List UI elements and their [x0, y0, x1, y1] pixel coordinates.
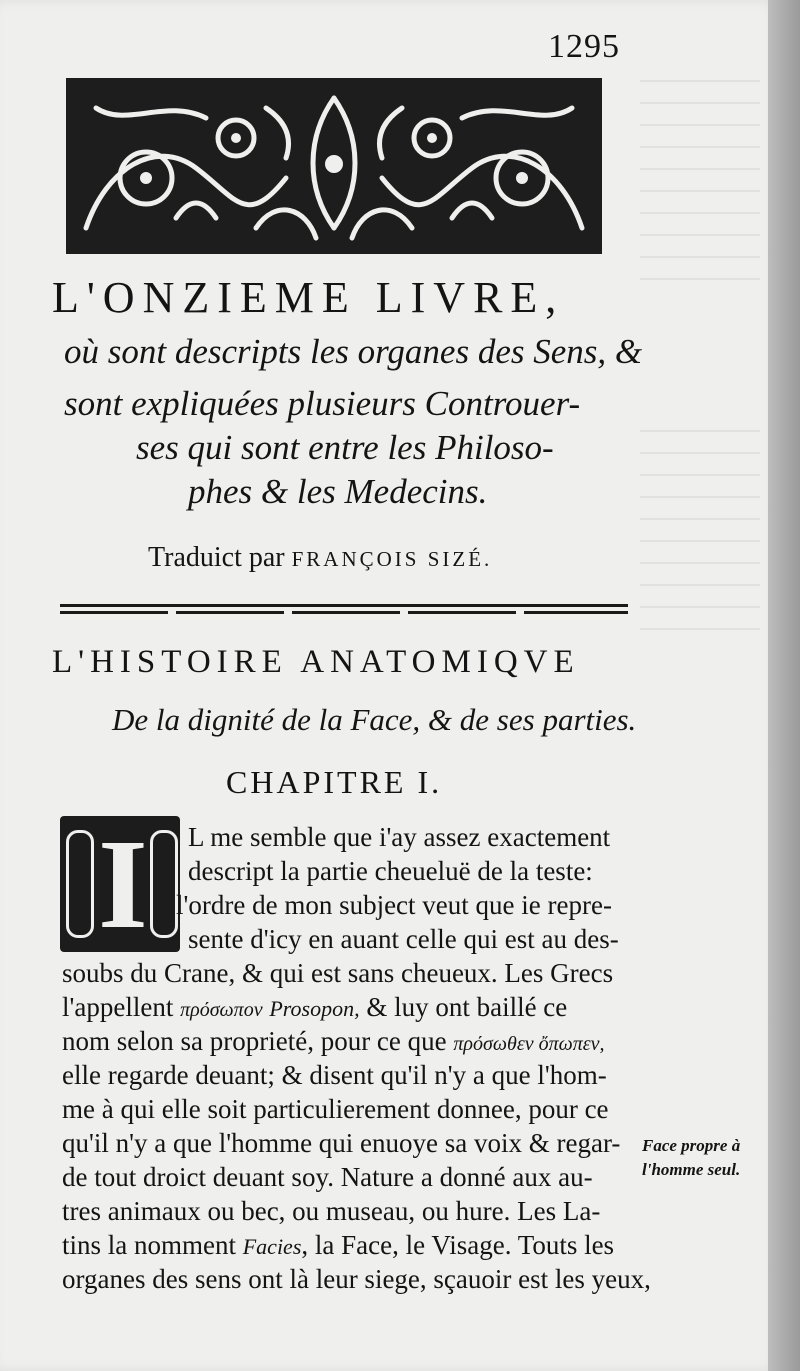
- body-line: l'ordre de mon subject veut que ie repre-: [176, 890, 612, 920]
- body-line: soubs du Crane, & qui est sans cheueux. Les Grecs: [62, 958, 614, 988]
- body-line: qu'il n'y a que l'homme qui enuoye sa voix & regar-: [62, 1128, 621, 1158]
- section-divider: [60, 604, 628, 621]
- subtitle-line-1: où sont descripts les organes des Sens, &: [64, 332, 643, 371]
- body-line: de tout droict deuant soy. Nature a donné aux au-: [62, 1162, 593, 1192]
- body-line: organes des sens ont là leur siege, sçauoir est les yeux,: [62, 1264, 651, 1294]
- body-line-with-greek: l'appellent πρόσωπον Prosopon, & luy ont baillé ce: [62, 992, 568, 1022]
- bleed-through-text: [640, 430, 760, 630]
- subtitle-line-4: phes & les Medecins.: [188, 472, 488, 511]
- ornamental-headpiece: [66, 78, 602, 254]
- drop-cap-letter: I: [98, 813, 148, 955]
- margin-note-line-1: Face propre à: [642, 1136, 741, 1155]
- body-line: tres animaux ou bec, ou museau, ou hure. Les La-: [62, 1196, 601, 1226]
- translator-name: FRANÇOIS SIZÉ.: [291, 547, 493, 571]
- body-line-with-latin: tins la nomment Facies, la Face, le Visage. Touts les: [62, 1230, 615, 1260]
- chapter-description: De la dignité de la Face, & de ses parties.: [112, 702, 637, 737]
- book-title: L'ONZIEME LIVRE,: [52, 273, 565, 322]
- greek-phrase: πρόσωθεν ὄπωπεν,: [453, 1033, 605, 1055]
- body-line: L me semble que i'ay assez exactement: [188, 822, 611, 852]
- chapter-heading: CHAPITRE I.: [226, 764, 443, 800]
- latin-term-facies: Facies: [242, 1234, 302, 1259]
- translator-credit: [148, 542, 492, 574]
- decorated-drop-cap: [60, 813, 180, 955]
- bleed-through-text: [640, 80, 760, 280]
- section-title: L'HISTOIRE ANATOMIQVE: [52, 644, 580, 680]
- body-line: sente d'icy en auant celle qui est au des-: [188, 924, 619, 954]
- margin-note-line-2: l'homme seul.: [642, 1160, 741, 1179]
- subtitle-line-2: sont expliquées plusieurs Controuer-: [64, 384, 581, 423]
- translator-prefix: Traduict par: [148, 542, 285, 573]
- latin-term: Prosopon,: [269, 996, 360, 1021]
- greek-term: πρόσωπον: [180, 999, 263, 1021]
- body-line: me à qui elle soit particulierement donnee, pour ce: [62, 1094, 609, 1124]
- body-line-with-greek: nom selon sa proprieté, pour ce que πρόσωθεν ὄπωπεν,: [62, 1026, 605, 1056]
- body-line: descript la partie cheueluë de la teste:: [188, 856, 593, 886]
- subtitle-line-3: ses qui sont entre les Philoso-: [136, 428, 554, 467]
- adjacent-page-edge: [768, 0, 800, 1371]
- page-number: 1295: [548, 28, 620, 65]
- body-line: elle regarde deuant; & disent qu'il n'y a que l'hom-: [62, 1060, 607, 1090]
